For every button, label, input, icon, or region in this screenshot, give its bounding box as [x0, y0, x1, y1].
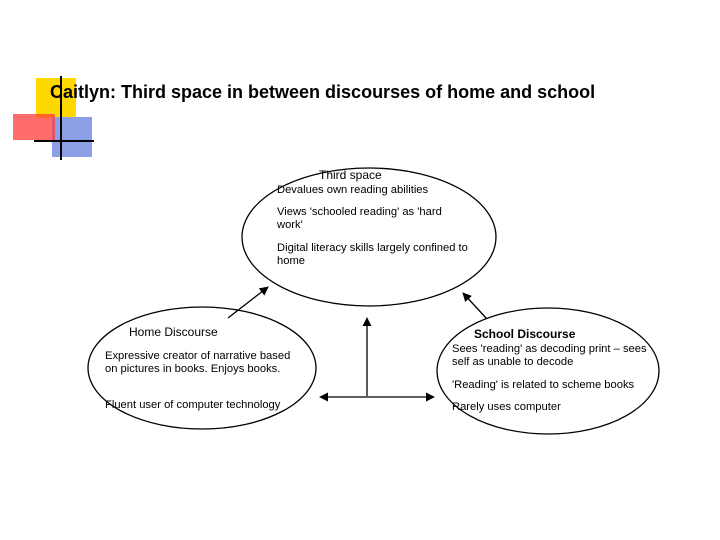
third-space-item-2: Views 'schooled reading' as 'hard work': [277, 206, 442, 231]
arrow-home-to-third: [228, 287, 268, 318]
school-item-1: Sees 'reading' as decoding print – sees self as unable to decode: [452, 343, 647, 368]
third-space-item-3: Digital literacy skills largely confined to home: [277, 242, 468, 267]
school-item-2: 'Reading' is related to scheme books: [452, 379, 635, 391]
slide-title: Caitlyn: Third space in between discourses of home and school: [50, 82, 596, 102]
home-heading: Home Discourse: [129, 325, 218, 339]
school-item-3: Rarely uses computer: [452, 401, 561, 413]
arrow-school-to-third: [463, 293, 487, 319]
home-item-1: Expressive creator of narrative based on pictures in books. Enjoys books.: [105, 350, 291, 375]
third-space-item-1: Devalues own reading abilities: [277, 184, 429, 196]
home-item-2: Fluent user of computer technology: [105, 399, 281, 411]
third-space-heading: Third space: [319, 168, 382, 182]
school-heading: School Discourse: [474, 327, 576, 341]
